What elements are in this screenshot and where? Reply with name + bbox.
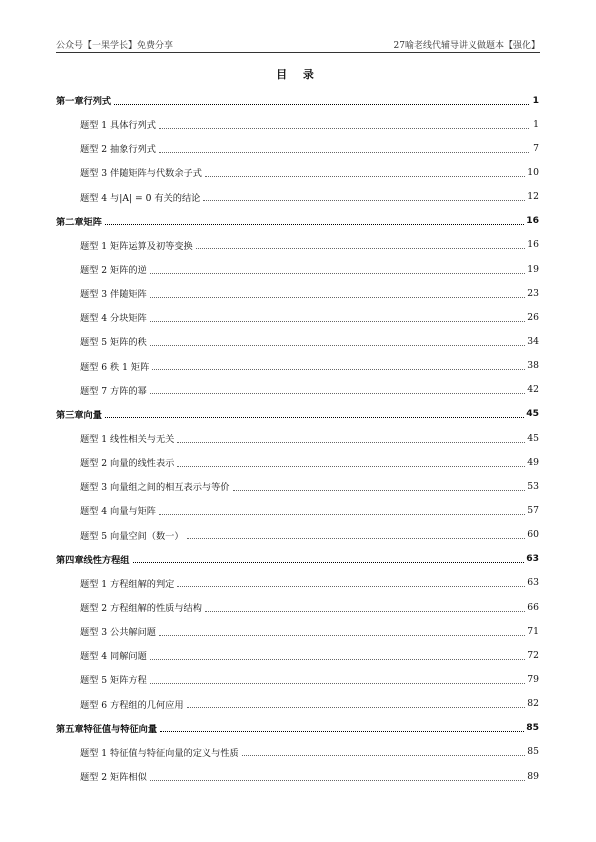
toc-entry-label: 题型 5 矩阵方程 [80,675,147,687]
toc-chapter-entry[interactable] [56,402,539,426]
toc-title: 目 录 [276,68,320,81]
toc-entry-page-number: 38 [527,360,539,372]
toc-entry-page-number: 10 [527,166,539,178]
toc-chapter-entry[interactable] [56,547,539,571]
toc-entry-page-number: 71 [527,625,539,637]
dot-leader [105,213,524,225]
toc-entry-label: 第四章线性方程组 [56,554,130,566]
toc-entry-page-number: 1 [533,118,539,130]
toc-entry-page-number: 63 [527,577,539,589]
toc-section-entry[interactable] [56,498,539,522]
toc-entry-label: 题型 3 伴随矩阵与代数余子式 [80,168,202,180]
toc-section-entry[interactable] [56,329,539,353]
toc-section-entry[interactable] [56,354,539,378]
dot-leader [150,262,525,274]
toc-entry-page-number: 85 [526,722,539,734]
toc-section-entry[interactable] [56,160,539,184]
toc-entry-label: 题型 4 向量与矩阵 [80,506,156,518]
toc-entry-label: 第一章行列式 [56,96,112,108]
toc-section-entry[interactable] [56,450,539,474]
toc-entry-page-number: 19 [527,263,539,275]
toc-entry-label: 题型 5 矩阵的秩 [80,337,147,349]
toc-entry-page-number: 7 [533,142,539,154]
dot-leader [177,455,525,467]
header-right-text: 27喻老线代辅导讲义做题本【强化】 [393,41,540,51]
toc-section-entry[interactable] [56,692,539,716]
dot-leader [233,479,526,491]
dot-leader [160,720,524,732]
toc-entry-page-number: 26 [527,311,539,323]
toc-entry-label: 题型 4 同解问题 [80,651,147,663]
dot-leader [159,141,529,153]
toc-section-entry[interactable] [56,643,539,667]
toc-entry-page-number: 42 [527,384,539,396]
toc-entry-label: 题型 3 向量组之间的相互表示与等价 [80,482,230,494]
toc-entry-label: 题型 4 分块矩阵 [80,313,147,325]
toc-entry-page-number: 63 [526,553,539,565]
toc-entry-label: 题型 1 特征值与特征向量的定义与性质 [80,747,239,759]
dot-leader [242,744,526,756]
toc-entry-label: 题型 2 矩阵相似 [80,772,147,783]
toc-entry-page-number: 34 [527,335,539,347]
toc-entry-label: 题型 1 方程组解的判定 [80,578,175,590]
toc-entry-label: 第三章向量 [56,409,102,421]
toc-entry-label: 题型 2 方程组解的性质与结构 [80,603,202,615]
dot-leader [150,310,525,322]
toc-entry-label: 题型 3 公共解问题 [80,627,156,639]
toc-section-entry[interactable] [56,136,539,160]
toc-entry-label: 题型 6 秩 1 矩阵 [80,361,150,373]
dot-leader [150,769,525,781]
dot-leader [187,696,526,708]
toc-section-entry[interactable] [56,281,539,305]
toc-entry-page-number: 85 [527,746,539,758]
toc-entry-label: 题型 6 方程组的几何应用 [80,699,184,711]
header-left-text: 公众号【一果学长】免费分享 [56,41,174,51]
toc-section-entry[interactable] [56,305,539,329]
toc-section-entry[interactable] [56,764,539,788]
toc-chapter-entry[interactable] [56,716,539,740]
dot-leader [205,600,525,612]
toc-entry-page-number: 89 [527,770,539,782]
dot-leader [105,406,524,418]
dot-leader [159,503,525,515]
toc-entry-page-number: 82 [527,698,539,710]
dot-leader [152,358,525,370]
toc-section-entry[interactable] [56,523,539,547]
toc-entry-page-number: 79 [527,673,539,685]
toc-entry-label: 题型 1 线性相关与无关 [80,434,175,446]
toc-entry-label: 第二章矩阵 [56,216,102,228]
dot-leader [203,189,525,201]
toc-entry-page-number: 45 [526,408,539,420]
table-of-contents [56,88,539,788]
toc-entry-page-number: 12 [527,191,539,203]
dot-leader [196,237,526,249]
dot-leader [133,551,525,563]
dot-leader [150,334,525,346]
page-header [56,36,540,53]
toc-entry-label: 题型 2 抽象行列式 [80,144,156,156]
dot-leader [150,672,525,684]
toc-section-entry[interactable] [56,257,539,281]
toc-section-entry[interactable] [56,474,539,498]
toc-entry-page-number: 72 [527,649,539,661]
dot-leader [205,165,525,177]
toc-entry-page-number: 1 [532,94,539,106]
toc-section-entry[interactable] [56,112,539,136]
toc-section-entry[interactable] [56,619,539,643]
dot-leader [114,93,529,105]
dot-leader [177,575,525,587]
toc-section-entry[interactable] [56,595,539,619]
toc-section-entry[interactable] [56,378,539,402]
dot-leader [177,431,525,443]
dot-leader [150,286,525,298]
toc-entry-page-number: 49 [527,456,539,468]
toc-entry-page-number: 66 [527,601,539,613]
toc-entry-page-number: 53 [527,480,539,492]
toc-section-entry[interactable] [56,233,539,257]
dot-leader [150,382,525,394]
toc-entry-page-number: 16 [526,215,539,227]
dot-leader [187,527,526,539]
toc-entry-page-number: 60 [527,529,539,541]
dot-leader [150,648,525,660]
toc-entry-label: 题型 5 向量空间（数一） [80,530,184,542]
toc-entry-page-number: 45 [527,432,539,444]
toc-entry-page-number: 57 [527,504,539,516]
toc-entry-label: 题型 2 向量的线性表示 [80,458,175,470]
toc-entry-label: 题型 4 与|A| = 0 有关的结论 [80,192,201,204]
toc-entry-label: 题型 1 矩阵运算及初等变换 [80,240,193,252]
toc-section-entry[interactable] [56,667,539,691]
toc-chapter-entry[interactable] [56,209,539,233]
toc-entry-label: 题型 1 具体行列式 [80,120,156,132]
toc-entry-label: 题型 3 伴随矩阵 [80,289,147,301]
toc-section-entry[interactable] [56,740,539,764]
toc-chapter-entry[interactable] [56,88,539,112]
toc-entry-label: 第五章特征值与特征向量 [56,723,158,735]
toc-entry-page-number: 23 [527,287,539,299]
toc-entry-label: 题型 2 矩阵的逆 [80,265,147,277]
toc-section-entry[interactable] [56,571,539,595]
toc-entry-page-number: 16 [527,239,539,251]
toc-section-entry[interactable] [56,185,539,209]
toc-entry-label: 题型 7 方阵的幂 [80,385,147,397]
toc-section-entry[interactable] [56,426,539,450]
dot-leader [159,117,529,129]
dot-leader [159,624,525,636]
